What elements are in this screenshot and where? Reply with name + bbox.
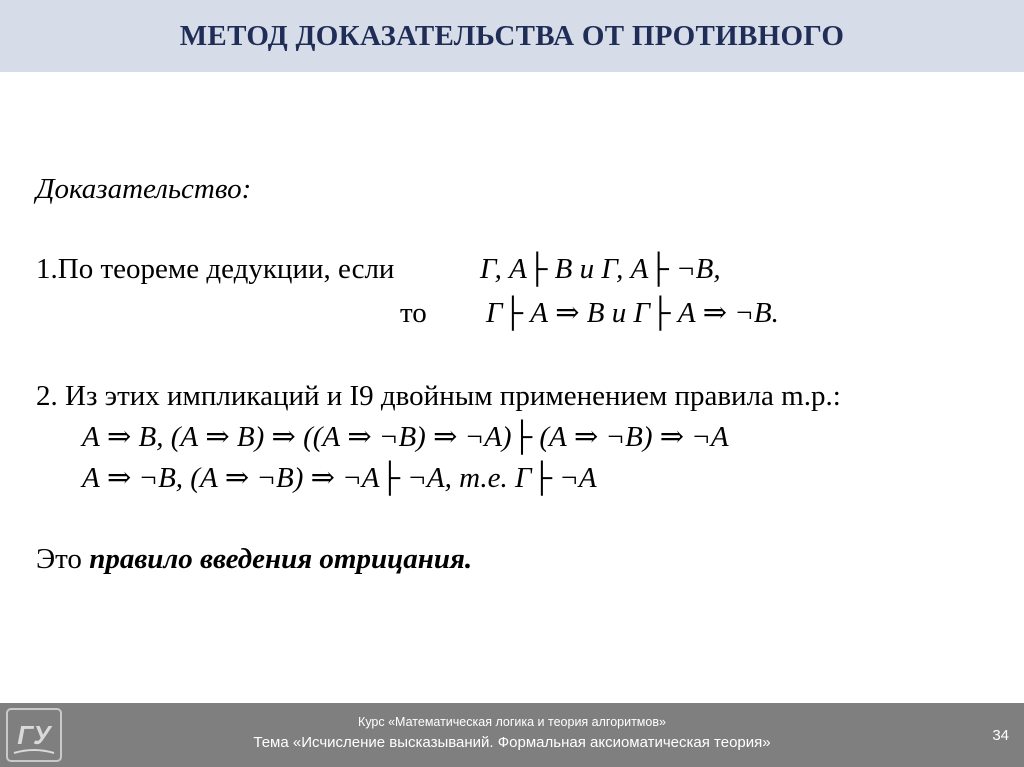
page-number: 34 <box>992 727 1009 744</box>
title-bar <box>0 0 1024 72</box>
conclusion-line <box>36 542 472 576</box>
footer <box>0 703 1024 767</box>
conclusion-prefix: Это <box>36 543 90 575</box>
step2-formula-2: А ⇒ ¬В, (А ⇒ ¬В) ⇒ ¬А├ ¬А, т.е. Г├ ¬А <box>82 462 597 494</box>
step1-intro: 1.По теореме дедукции, если <box>36 253 395 285</box>
footer-course: Курс «Математическая логика и теория алгоритмов» <box>358 715 666 729</box>
step2-formula-1: А ⇒ В, (А ⇒ В) ⇒ ((А ⇒ ¬В) ⇒ ¬А)├ (А ⇒ ¬В) ⇒ ¬А <box>82 421 729 453</box>
footer-topic: Тема «Исчисление высказываний. Формальная аксиоматическая теория» <box>253 734 771 751</box>
slide-title: МЕТОД ДОКАЗАТЕЛЬСТВА ОТ ПРОТИВНОГО <box>179 19 845 52</box>
step1-then: то <box>400 297 427 329</box>
svg-text:ГУ: ГУ <box>17 720 51 750</box>
proof-heading: Доказательство: <box>36 173 252 205</box>
step1-premises: Г, А├ В и Г, А├ ¬В, <box>480 253 721 285</box>
conclusion-emphasis: правило введения отрицания. <box>89 543 473 575</box>
step1-conclusion: Г├ А ⇒ В и Г├ А ⇒ ¬В. <box>486 297 779 329</box>
step2-intro: 2. Из этих импликаций и I9 двойным применением правила m.p.: <box>36 380 841 412</box>
